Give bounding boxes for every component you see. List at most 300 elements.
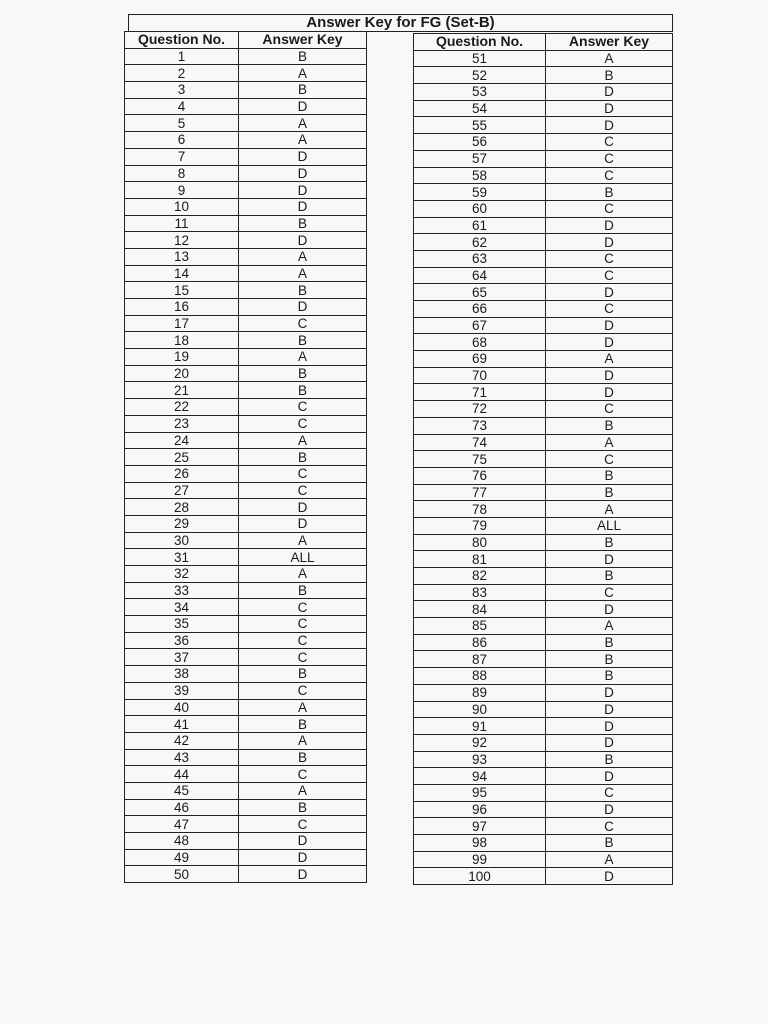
answer-cell: D <box>239 148 367 165</box>
table-row <box>125 198 367 215</box>
answer-cell: D <box>546 801 673 818</box>
table-row <box>125 716 367 733</box>
question-number-cell: 70 <box>414 367 546 384</box>
table-row <box>125 282 367 299</box>
answer-cell: B <box>239 215 367 232</box>
question-number-cell: 28 <box>125 499 239 516</box>
answer-cell: C <box>239 599 367 616</box>
question-number-cell: 98 <box>414 835 546 852</box>
answer-cell: C <box>239 682 367 699</box>
answer-cell: D <box>546 868 673 885</box>
question-number-cell: 13 <box>125 248 239 265</box>
answer-cell: A <box>239 265 367 282</box>
question-number-cell: 55 <box>414 117 546 134</box>
question-number-cell: 57 <box>414 150 546 167</box>
question-number-cell: 24 <box>125 432 239 449</box>
question-number-cell: 66 <box>414 301 546 318</box>
question-number-cell: 76 <box>414 467 546 484</box>
answer-cell: A <box>239 248 367 265</box>
table-row <box>414 584 673 601</box>
question-number-cell: 19 <box>125 349 239 366</box>
table-row <box>414 434 673 451</box>
table-row <box>414 618 673 635</box>
answer-cell: A <box>546 50 673 67</box>
table-row <box>414 67 673 84</box>
question-number-cell: 51 <box>414 50 546 67</box>
answer-cell: B <box>546 835 673 852</box>
table-row <box>125 515 367 532</box>
answer-key-header: Answer Key <box>239 32 367 49</box>
question-number-cell: 53 <box>414 84 546 101</box>
question-number-cell: 8 <box>125 165 239 182</box>
answer-cell: B <box>546 484 673 501</box>
question-number-cell: 90 <box>414 701 546 718</box>
answer-cell: D <box>546 234 673 251</box>
answer-cell: D <box>546 100 673 117</box>
table-row <box>125 415 367 432</box>
table-row <box>414 167 673 184</box>
question-no-header: Question No. <box>125 32 239 49</box>
table-row <box>414 250 673 267</box>
question-number-cell: 23 <box>125 415 239 432</box>
answer-cell: C <box>546 167 673 184</box>
answer-cell: A <box>239 732 367 749</box>
table-row <box>414 134 673 151</box>
answer-cell: C <box>546 267 673 284</box>
table-row <box>125 82 367 99</box>
answer-cell: B <box>239 282 367 299</box>
question-number-cell: 48 <box>125 833 239 850</box>
question-number-cell: 17 <box>125 315 239 332</box>
question-number-cell: 85 <box>414 618 546 635</box>
answer-cell: B <box>239 332 367 349</box>
table-row <box>414 150 673 167</box>
answer-cell: D <box>239 165 367 182</box>
table-row <box>125 165 367 182</box>
answer-cell: C <box>239 465 367 482</box>
table-row <box>125 349 367 366</box>
table-row <box>125 299 367 316</box>
table-row <box>125 549 367 566</box>
table-row <box>125 399 367 416</box>
answer-cell: B <box>546 467 673 484</box>
question-number-cell: 81 <box>414 551 546 568</box>
answer-table-right <box>413 33 673 885</box>
table-row <box>125 382 367 399</box>
table-row <box>414 484 673 501</box>
answer-cell: C <box>239 616 367 633</box>
question-number-cell: 1 <box>125 48 239 65</box>
table-header-row <box>414 34 673 51</box>
question-number-cell: 29 <box>125 515 239 532</box>
table-row <box>414 734 673 751</box>
answer-cell: A <box>239 115 367 132</box>
table-row <box>414 351 673 368</box>
answer-cell: C <box>546 200 673 217</box>
table-row <box>414 100 673 117</box>
answer-cell: ALL <box>239 549 367 566</box>
question-number-cell: 64 <box>414 267 546 284</box>
question-number-cell: 46 <box>125 799 239 816</box>
table-row <box>414 801 673 818</box>
table-row <box>125 599 367 616</box>
question-number-cell: 68 <box>414 334 546 351</box>
question-number-cell: 61 <box>414 217 546 234</box>
answer-cell: B <box>239 716 367 733</box>
answer-cell: B <box>239 48 367 65</box>
table-row <box>414 718 673 735</box>
answer-cell: D <box>546 601 673 618</box>
table-row <box>414 818 673 835</box>
answer-cell: C <box>239 415 367 432</box>
question-number-cell: 99 <box>414 851 546 868</box>
answer-cell: D <box>239 849 367 866</box>
table-row <box>125 148 367 165</box>
answer-cell: C <box>546 818 673 835</box>
question-number-cell: 67 <box>414 317 546 334</box>
question-number-cell: 39 <box>125 682 239 699</box>
question-number-cell: 63 <box>414 250 546 267</box>
answer-cell: B <box>239 365 367 382</box>
answer-cell: B <box>239 82 367 99</box>
table-row <box>414 317 673 334</box>
question-number-cell: 97 <box>414 818 546 835</box>
question-number-cell: 12 <box>125 232 239 249</box>
question-number-cell: 95 <box>414 784 546 801</box>
question-number-cell: 50 <box>125 866 239 883</box>
question-number-cell: 71 <box>414 384 546 401</box>
table-row <box>125 215 367 232</box>
answer-cell: D <box>546 384 673 401</box>
table-row <box>125 332 367 349</box>
answer-cell: C <box>239 649 367 666</box>
answer-cell: D <box>239 499 367 516</box>
question-number-cell: 88 <box>414 668 546 685</box>
question-number-cell: 31 <box>125 549 239 566</box>
answer-cell: D <box>239 515 367 532</box>
question-number-cell: 4 <box>125 98 239 115</box>
table-row <box>125 799 367 816</box>
answer-cell: A <box>239 132 367 149</box>
question-number-cell: 22 <box>125 399 239 416</box>
table-row <box>414 701 673 718</box>
question-number-cell: 100 <box>414 868 546 885</box>
table-row <box>414 651 673 668</box>
table-row <box>125 48 367 65</box>
answer-table-left <box>124 31 367 883</box>
question-number-cell: 80 <box>414 534 546 551</box>
question-number-cell: 21 <box>125 382 239 399</box>
answer-cell: A <box>239 782 367 799</box>
table-row <box>414 184 673 201</box>
question-number-cell: 52 <box>414 67 546 84</box>
table-row <box>414 334 673 351</box>
answer-cell: D <box>546 684 673 701</box>
table-row <box>414 568 673 585</box>
question-number-cell: 96 <box>414 801 546 818</box>
table-row <box>125 816 367 833</box>
answer-cell: C <box>239 632 367 649</box>
answer-cell: D <box>546 734 673 751</box>
answer-cell: D <box>546 768 673 785</box>
table-row <box>125 365 367 382</box>
table-row <box>125 732 367 749</box>
answer-cell: B <box>239 749 367 766</box>
answer-cell: D <box>546 551 673 568</box>
question-number-cell: 26 <box>125 465 239 482</box>
table-row <box>125 98 367 115</box>
question-number-cell: 15 <box>125 282 239 299</box>
question-number-cell: 3 <box>125 82 239 99</box>
question-number-cell: 73 <box>414 417 546 434</box>
question-number-cell: 79 <box>414 517 546 534</box>
table-row <box>125 449 367 466</box>
answer-cell: D <box>239 232 367 249</box>
answer-cell: D <box>546 701 673 718</box>
answer-cell: D <box>239 198 367 215</box>
answer-cell: D <box>239 299 367 316</box>
table-row <box>414 634 673 651</box>
question-number-cell: 42 <box>125 732 239 749</box>
table-row <box>414 768 673 785</box>
question-number-cell: 49 <box>125 849 239 866</box>
answer-cell: B <box>546 184 673 201</box>
question-number-cell: 6 <box>125 132 239 149</box>
answer-cell: B <box>239 666 367 683</box>
table-row <box>414 117 673 134</box>
question-number-cell: 34 <box>125 599 239 616</box>
question-number-cell: 91 <box>414 718 546 735</box>
table-row <box>125 682 367 699</box>
question-number-cell: 75 <box>414 451 546 468</box>
question-number-cell: 9 <box>125 182 239 199</box>
question-number-cell: 89 <box>414 684 546 701</box>
question-number-cell: 74 <box>414 434 546 451</box>
question-number-cell: 78 <box>414 501 546 518</box>
answer-cell: A <box>239 65 367 82</box>
answer-cell: C <box>546 134 673 151</box>
table-row <box>414 234 673 251</box>
answer-cell: B <box>239 449 367 466</box>
question-number-cell: 92 <box>414 734 546 751</box>
answer-cell: D <box>546 718 673 735</box>
answer-cell: ALL <box>546 517 673 534</box>
question-number-cell: 32 <box>125 566 239 583</box>
table-row <box>125 248 367 265</box>
answer-cell: B <box>546 568 673 585</box>
answer-cell: B <box>546 651 673 668</box>
question-number-cell: 65 <box>414 284 546 301</box>
answer-cell: D <box>239 866 367 883</box>
answer-cell: A <box>239 349 367 366</box>
question-number-cell: 93 <box>414 751 546 768</box>
answer-cell: B <box>239 382 367 399</box>
question-number-cell: 54 <box>414 100 546 117</box>
answer-cell: C <box>546 301 673 318</box>
question-number-cell: 41 <box>125 716 239 733</box>
question-number-cell: 86 <box>414 634 546 651</box>
question-number-cell: 47 <box>125 816 239 833</box>
table-row <box>414 84 673 101</box>
table-row <box>125 132 367 149</box>
table-row <box>125 432 367 449</box>
answer-cell: D <box>546 84 673 101</box>
answer-cell: C <box>546 150 673 167</box>
question-number-cell: 27 <box>125 482 239 499</box>
question-number-cell: 20 <box>125 365 239 382</box>
table-row <box>125 632 367 649</box>
answer-cell: B <box>546 634 673 651</box>
table-row <box>414 284 673 301</box>
answer-cell: D <box>546 217 673 234</box>
table-row <box>414 668 673 685</box>
answer-cell: C <box>239 816 367 833</box>
table-row <box>125 749 367 766</box>
answer-cell: B <box>546 751 673 768</box>
table-row <box>125 315 367 332</box>
table-row <box>414 217 673 234</box>
table-row <box>414 267 673 284</box>
answer-cell: A <box>239 566 367 583</box>
table-row <box>414 384 673 401</box>
table-row <box>125 582 367 599</box>
question-no-header: Question No. <box>414 34 546 51</box>
answer-cell: A <box>239 699 367 716</box>
question-number-cell: 62 <box>414 234 546 251</box>
table-row <box>414 451 673 468</box>
question-number-cell: 18 <box>125 332 239 349</box>
question-number-cell: 7 <box>125 148 239 165</box>
table-row <box>125 465 367 482</box>
question-number-cell: 14 <box>125 265 239 282</box>
answer-cell: D <box>546 284 673 301</box>
question-number-cell: 2 <box>125 65 239 82</box>
answer-key-title: Answer Key for FG (Set-B) <box>128 14 673 32</box>
answer-cell: D <box>546 367 673 384</box>
question-number-cell: 33 <box>125 582 239 599</box>
table-row <box>125 532 367 549</box>
table-row <box>125 499 367 516</box>
table-row <box>414 784 673 801</box>
question-number-cell: 16 <box>125 299 239 316</box>
table-row <box>414 401 673 418</box>
question-number-cell: 82 <box>414 568 546 585</box>
answer-cell: A <box>239 432 367 449</box>
answer-cell: D <box>239 833 367 850</box>
table-row <box>125 849 367 866</box>
answer-cell: C <box>546 451 673 468</box>
question-number-cell: 40 <box>125 699 239 716</box>
table-row <box>414 851 673 868</box>
question-number-cell: 59 <box>414 184 546 201</box>
answer-cell: C <box>546 250 673 267</box>
answer-cell: B <box>546 417 673 434</box>
answer-cell: C <box>239 766 367 783</box>
table-row <box>414 467 673 484</box>
question-number-cell: 72 <box>414 401 546 418</box>
answer-cell: D <box>239 182 367 199</box>
question-number-cell: 25 <box>125 449 239 466</box>
table-row <box>125 699 367 716</box>
question-number-cell: 60 <box>414 200 546 217</box>
table-row <box>125 182 367 199</box>
question-number-cell: 11 <box>125 215 239 232</box>
question-number-cell: 84 <box>414 601 546 618</box>
question-number-cell: 77 <box>414 484 546 501</box>
table-row <box>125 766 367 783</box>
question-number-cell: 35 <box>125 616 239 633</box>
question-number-cell: 38 <box>125 666 239 683</box>
question-number-cell: 83 <box>414 584 546 601</box>
answer-cell: B <box>546 668 673 685</box>
table-row <box>414 868 673 885</box>
question-number-cell: 36 <box>125 632 239 649</box>
answer-key-header: Answer Key <box>546 34 673 51</box>
answer-cell: C <box>239 399 367 416</box>
table-row <box>125 866 367 883</box>
table-row <box>414 835 673 852</box>
answer-cell: A <box>546 434 673 451</box>
answer-cell: C <box>239 315 367 332</box>
answer-cell: B <box>239 582 367 599</box>
table-row <box>414 50 673 67</box>
answer-cell: A <box>546 618 673 635</box>
table-row <box>125 65 367 82</box>
table-row <box>414 751 673 768</box>
question-number-cell: 43 <box>125 749 239 766</box>
answer-cell: C <box>546 584 673 601</box>
answer-cell: A <box>546 351 673 368</box>
table-row <box>414 501 673 518</box>
answer-cell: A <box>546 851 673 868</box>
table-row <box>125 232 367 249</box>
answer-cell: D <box>546 117 673 134</box>
table-row <box>125 649 367 666</box>
answer-cell: A <box>546 501 673 518</box>
table-row <box>125 782 367 799</box>
answer-cell: B <box>546 534 673 551</box>
question-number-cell: 10 <box>125 198 239 215</box>
table-row <box>125 115 367 132</box>
table-row <box>414 684 673 701</box>
answer-cell: B <box>546 67 673 84</box>
answer-cell: D <box>546 334 673 351</box>
table-row <box>414 517 673 534</box>
table-row <box>125 566 367 583</box>
table-row <box>125 482 367 499</box>
table-row <box>414 417 673 434</box>
question-number-cell: 45 <box>125 782 239 799</box>
answer-cell: C <box>546 784 673 801</box>
table-row <box>414 200 673 217</box>
answer-cell: B <box>239 799 367 816</box>
answer-cell: A <box>239 532 367 549</box>
table-row <box>414 534 673 551</box>
question-number-cell: 37 <box>125 649 239 666</box>
table-row <box>125 616 367 633</box>
answer-cell: D <box>546 317 673 334</box>
answer-cell: C <box>239 482 367 499</box>
table-row <box>125 833 367 850</box>
table-header-row <box>125 32 367 49</box>
answer-cell: C <box>546 401 673 418</box>
table-row <box>414 301 673 318</box>
table-row <box>414 551 673 568</box>
answer-cell: D <box>239 98 367 115</box>
question-number-cell: 69 <box>414 351 546 368</box>
table-row <box>125 666 367 683</box>
question-number-cell: 44 <box>125 766 239 783</box>
